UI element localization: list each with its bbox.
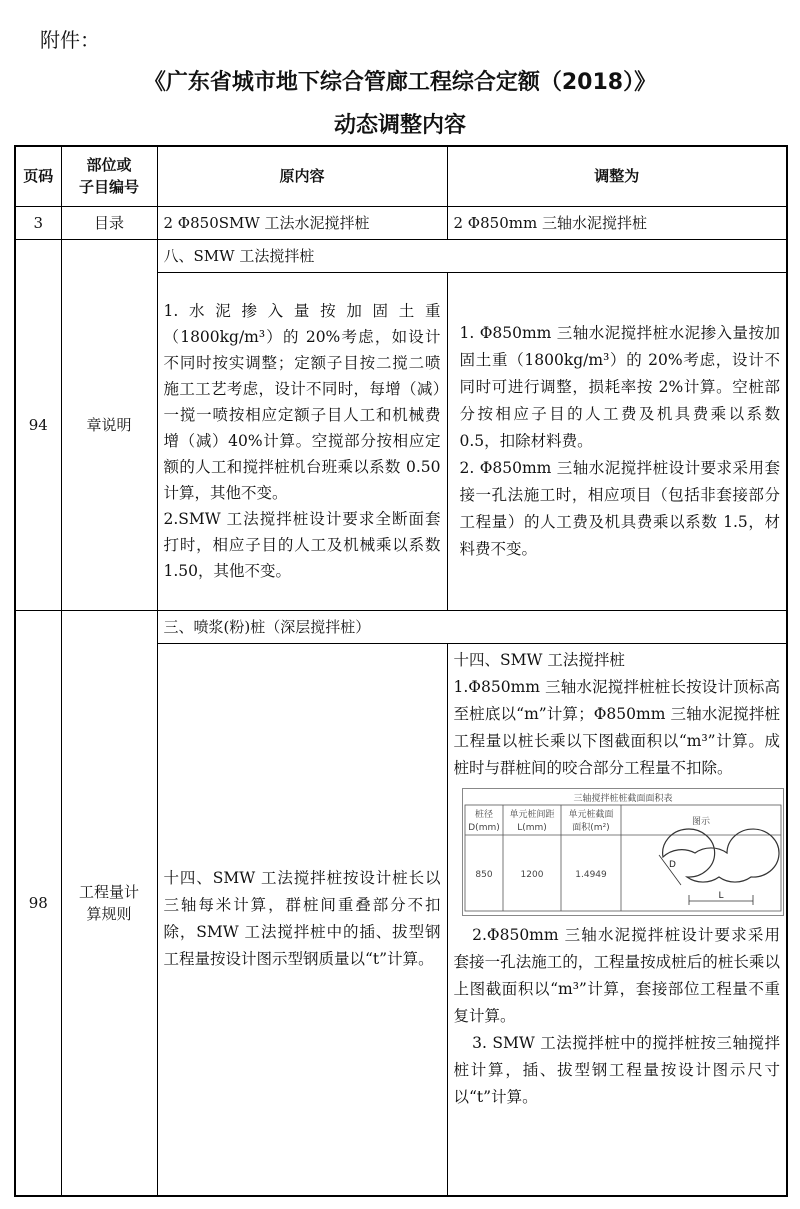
figure-spacing: 1200 <box>520 869 543 880</box>
row-94-adjusted <box>447 272 787 610</box>
row-98-part-line1: 工程量计 <box>78 882 139 901</box>
row-toc-original: 2 Φ850SMW 工法水泥搅拌桩 <box>157 206 447 239</box>
document-subtitle: 动态调整内容 <box>333 113 466 138</box>
document-title: 《广东省城市地下综合管廊工程综合定额（2018）》 <box>143 70 657 95</box>
figure-col3-line2: 面积(m²) <box>571 822 610 833</box>
row-98-adjusted <box>447 643 787 1196</box>
row-98-adjusted-p3: 3. SMW 工法搅拌桩中的搅拌桩按三轴搅拌桩计算，插、拔型钢工程量按设计图示尺寸以“t”计算。 <box>453 1033 780 1106</box>
header-page: 页码 <box>15 146 61 206</box>
row-98-part-line2: 算规则 <box>86 904 132 923</box>
header-part <box>61 146 157 206</box>
table-header-row <box>15 146 787 206</box>
figure-col3-line1: 单元桩截面 <box>567 809 614 820</box>
row-toc-part: 目录 <box>61 206 157 239</box>
figure-col2-line1: 单元桩间距 <box>508 809 555 820</box>
figure-col4: 图示 <box>691 816 710 827</box>
row-94-page: 94 <box>15 239 61 610</box>
figure-label-d: D <box>668 859 676 870</box>
attachment-label: 附件： <box>40 28 100 52</box>
header-original: 原内容 <box>157 146 447 206</box>
figure-col2-line2: L(mm) <box>516 822 547 833</box>
row-98-adjusted-p2: 2.Φ850mm 三轴水泥搅拌桩设计要求采用套接一孔法施工的，工程量按成桩后的桩长乘以上图截面积以“m³”计算，套接部位工程量不重复计算。 <box>453 925 780 1025</box>
row-toc-page: 3 <box>15 206 61 239</box>
row-94-original <box>157 272 447 610</box>
header-part-line2: 子目编号 <box>78 178 139 197</box>
figure-title: 三轴搅拌桩桩截面面积表 <box>572 793 673 804</box>
figure-diameter: 850 <box>474 869 493 880</box>
row-98-adjusted-heading: 十四、SMW 工法搅拌桩 <box>453 650 625 669</box>
row-94-adjusted-p1: 1. Φ850mm 三轴水泥搅拌桩水泥掺入量按加固土重（1800kg/m³）的 20%考虑，设计不同时可进行调整，损耗率按 2%计算。空桩部分按相应子目的人工费及机具费乘以系数 0.5，扣除材料费。 <box>459 323 780 450</box>
pile-section-figure <box>462 788 784 916</box>
figure-label-l: L <box>717 890 724 901</box>
row-94-adjusted-p2: 2. Φ850mm 三轴水泥搅拌桩设计要求采用套接一孔法施工时，相应项目（包括非套接部分工程量）的人工费及机具费乘以系数 1.5，材料费不变。 <box>459 458 780 558</box>
figure-col1-line1: 桩径 <box>474 809 493 820</box>
row-94-original-p1: 1.水泥掺入量按加固土重（1800kg/m³）的 20%考虑，如设计不同时按实调整；定额子目按二搅二喷施工工艺考虑，设计不同时，每增（减）一搅一喷按相应定额子目人工和机械费增（减）40%计算。空搅部分按相应定额的人工和搅拌桩机台班乘以系数 0.50 计算，其他不变。 <box>163 302 441 502</box>
row-94-part: 章说明 <box>61 239 157 610</box>
row-98-section: 三、喷浆(粉)桩（深层搅拌桩） <box>157 610 787 643</box>
table-row <box>15 610 787 643</box>
row-98-page: 98 <box>15 610 61 1196</box>
row-98-original: 十四、SMW 工法搅拌桩按设计桩长以三轴每米计算，群桩间重叠部分不扣除，SMW 工法搅拌桩中的插、拔型钢工程量按设计图示型钢质量以“t”计算。 <box>157 643 447 1196</box>
figure-col1-line2: D(mm) <box>467 822 500 833</box>
adjustment-table <box>14 145 788 1197</box>
figure-area: 1.4949 <box>574 869 607 880</box>
row-94-original-p2: 2.SMW 工法搅拌桩设计要求全断面套打时，相应子目的人工及机械乘以系数 1.50，其他不变。 <box>163 510 441 580</box>
three-circle-diagram <box>662 829 778 882</box>
header-adjusted: 调整为 <box>447 146 787 206</box>
row-94-section: 八、SMW 工法搅拌桩 <box>157 239 787 272</box>
table-row <box>15 206 787 239</box>
table-row <box>15 239 787 272</box>
row-toc-adjusted: 2 Φ850mm 三轴水泥搅拌桩 <box>447 206 787 239</box>
row-98-part <box>61 610 157 1196</box>
row-98-adjusted-p1: 1.Φ850mm 三轴水泥搅拌桩桩长按设计顶标高至桩底以“m”计算；Φ850mm 三轴水泥搅拌桩工程量以桩长乘以下图截面积以“m³”计算。成桩时与群桩间的咬合部分工程量不扣除。 <box>453 677 780 777</box>
header-part-line1: 部位或 <box>86 156 132 175</box>
